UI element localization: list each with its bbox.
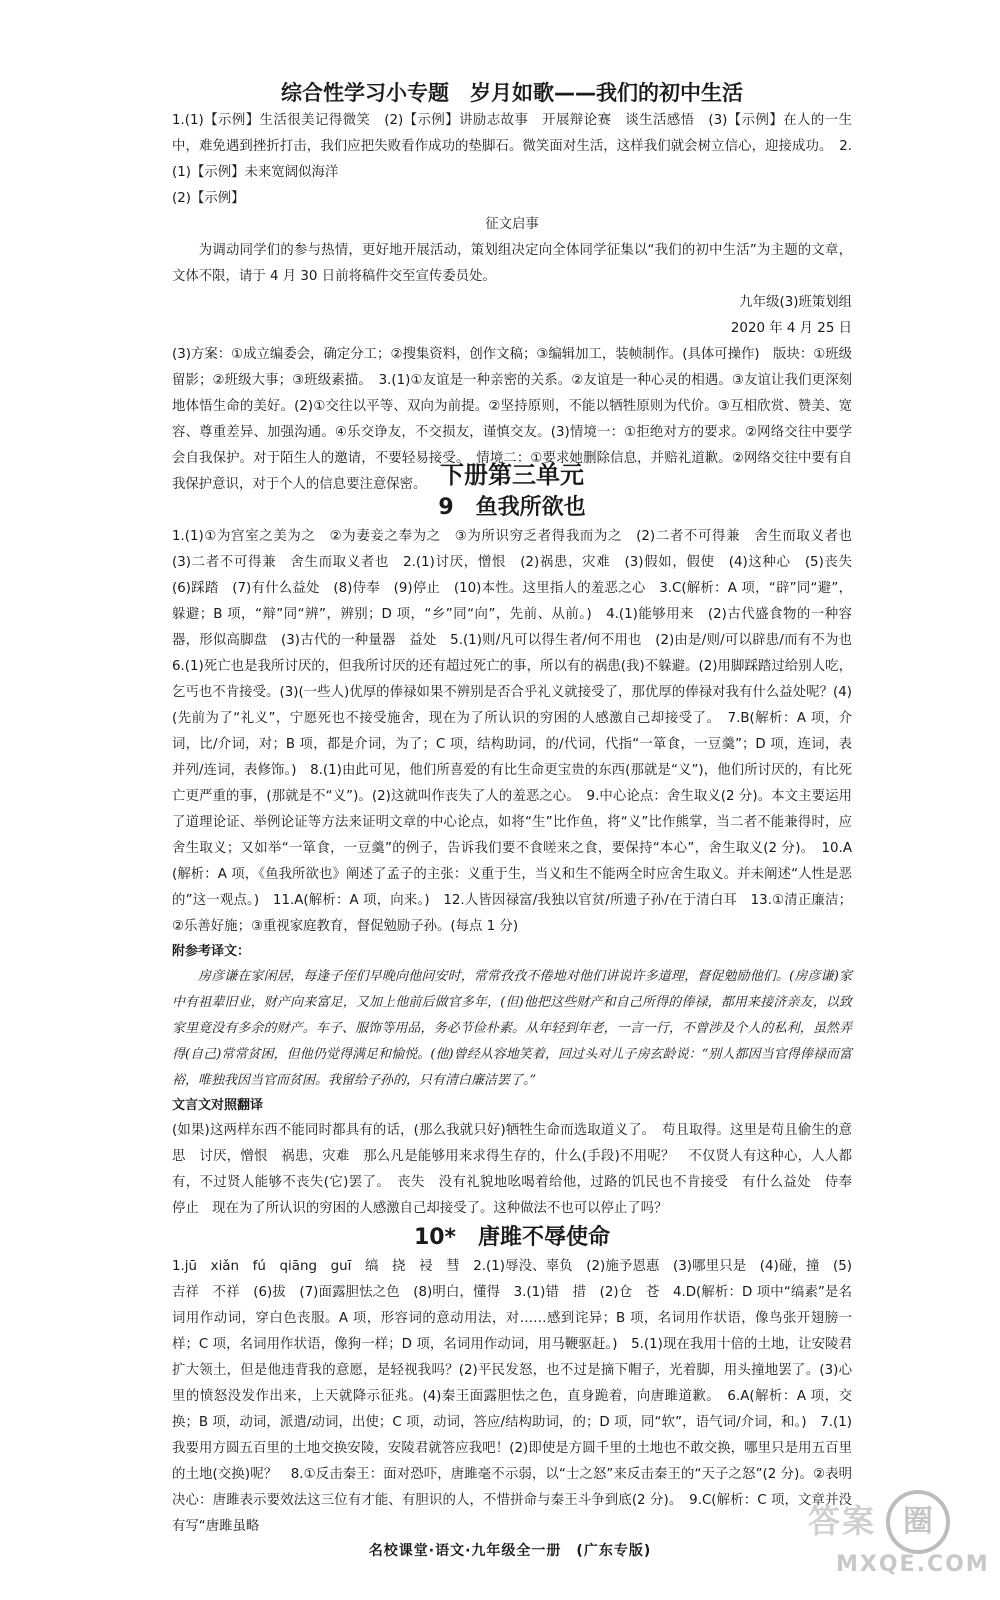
- notice-body: 为调动同学们的参与热情，更好地开展活动，策划组决定向全体同学征集以“我们的初中生活”为主题的文章，文体不限，请于 4 月 30 日前将稿件交至宣传委员处。: [172, 243, 852, 284]
- topic-section: [172, 78, 852, 498]
- classical-translation-heading: 文言文对照翻译: [172, 1098, 264, 1113]
- lesson10-answers: 1.jū xiǎn fú qiāng guī 缟 挠 祲 彗 2.(1)辱没、辜负 (2)施予恩惠 (3)哪里只是 (4)碰，撞 (5)吉祥 不祥 (6)拔 (7)面露胆怯之色 (8)明白，懂得 3.(1)错 措 (2)仓 苍 4.D(解析：D 项中“缟素”是名词用作动词，穿白色丧服。A 项，形容词的意动用法，对……感到诧异；B 项，名词用作状语，像鸟张开翅膀一样；C 项，名词用作状语，像狗一样；D 项，名词用作动词，用马鞭驱赶。) 5.(1)现在我用十倍的土地，让安陵君扩大领土，但是他违背我的意愿，是轻视我吗？(2)平民发怒，也不过是摘下帽子，光着脚，用头撞地罢了。(3)心里的愤怒没发作出来，上天就降示征兆。(4)秦王面露胆怯之色，直身跪着，向唐雎道歉。 6.A(解析：A 项，交换；B 项，动词，派遣/动词，出使；C 项，动词，答应/结构助词，的；D 项，同“软”，语气词/介词，和。) 7.(1)我要用方圆五百里的土地交换安陵，安陵君就答应我吧！(2)即使是方圆千里的土地也不敢交换，哪里只是用五百里的土地(交换)呢？ 8.①反击秦王：面对恐吓，唐雎毫不示弱，以“士之怒”来反击秦王的“天子之怒”(2 分)。②表明决心：唐雎表示要效法这三位有才能、有胆识的人，不惜拼命与秦王斗争到底(2 分)。 9.C(解析：C 项，文章并没有写“唐雎虽略: [172, 1259, 852, 1534]
- watermark-url: MXQE.COM: [836, 1552, 990, 1577]
- watermark-text: 答案: [808, 1502, 877, 1540]
- classical-translation-text: (如果)这两样东西不能同时都具有的话，(那么我就只好)牺牲生命而选取道义了。 苟且取得。这里是苟且偷生的意思 讨厌，憎恨 祸患，灾难 那么凡是能够用来求得生存的，什么(手段)不用呢？ 不仅贤人有这种心，人人都有，不过贤人能够不丧失(它)罢了。 丧失 没有礼貌地吆喝着给他，过路的饥民也不肯接受 有什么益处 侍奉 停止 现在为了所认识的穷困的人感激自己却接受了。这种做法不也可以停止了吗？: [172, 1123, 866, 1216]
- watermark-circle-icon: 圈: [886, 1490, 950, 1554]
- notice-title: 征文启事: [485, 217, 539, 232]
- notice-date: 2020 年 4 月 25 日: [730, 321, 852, 336]
- reference-translation-text: 房彦谦在家闲居，每逢子侄们早晚向他问安时，常常孜孜不倦地对他们讲说许多道理，督促勉励他们。(房彦谦)家中有祖辈旧业，财产向来富足，又加上他前后做官多年，(但)他把这些财产和自己所得的俸禄，都用来接济亲友，以致家里竟没有多余的财产。车子、服饰等用品，务必节俭朴素。从年轻到年老，一言一行，不曾涉及个人的私利，虽然弄得(自己)常常贫困，但他仍觉得满足和愉悦。(他)曾经从容地笑着，回过头对儿子房玄龄说：“别人都因当官得俸禄而富裕，唯独我因当官而贫困。我留给子孙的，只有清白廉洁罢了。”: [172, 969, 852, 1088]
- page-footer: 名校课堂·语文·九年级全一册 (广东专版): [368, 1543, 652, 1559]
- reference-translation-heading: 附参考译文：: [172, 944, 251, 959]
- lesson10-title: 10* 唐雎不辱使命: [413, 1225, 611, 1250]
- topic-title: 综合性学习小专题 岁月如歌——我们的初中生活: [281, 81, 743, 105]
- unit-title: 下册第三单元: [440, 461, 584, 489]
- lesson9-answers: 1.(1)①为宫室之美为之 ②为妻妾之奉为之 ③为所识穷乏者得我而为之 (2)二者不可得兼 舍生而取义者也 (3)二者不可得兼 舍生而取义者也 2.(1)讨厌，憎恨 (2)祸患，灾难 (3)假如，假使 (4)这种心 (5)丧失 (6)踩踏 (7)有什么益处 (8)侍奉 (9)停止 (10)本性。这里指人的羞恶之心 3.C(解析：A 项，“辟”同“避”，躲避；B 项，“辩”同“辨”，辨别；D 项，“乡”同“向”，先前、从前。) 4.(1)能够用来 (2)古代盛食物的一种容器，形似高脚盘 (3)古代的一种量器 益处 5.(1)则/凡可以得生者/何不用也 (2)由是/则/可以辟患/而有不为也 6.(1)死亡也是我所讨厌的，但我所讨厌的还有超过死亡的事，所以有的祸患(我)不躲避。(2)用脚踩踏过给别人吃，乞丐也不肯接受。(3)(一些人)优厚的俸禄如果不辨别是否合乎礼义就接受了，那优厚的俸禄对我有什么益处呢？(4)(先前为了“礼义”，宁愿死也不接受施舍，现在为了所认识的穷困的人感激自己却接受了。 7.B(解析：A 项，介词，比/介词，对；B 项，都是介词，为了；C 项，结构助词，的/代词，代指“一箪食，一豆羹”；D 项，连词，表并列/连词，表修饰。) 8.(1)由此可见，他们所喜爱的有比生命更宝贵的东西(那就是“义”)，他们所讨厌的，有比死亡更严重的事，(那就是不“义”)。(2)这就叫作丧失了人的羞恶之心。 9.中心论点：舍生取义(2 分)。本文主要运用了道理论证、举例论证等方法来证明文章的中心论点，如将“生”比作鱼，将“义”比作熊掌，当二者不能兼得时，应舍生取义；又如举“一箪食，一豆羹”的例子，告诉我们要不食嗟来之食，要保持“本心”，舍生取义(2 分)。 10.A(解析：A 项，《鱼我所欲也》阐述了孟子的主张：义重于生，当义和生不能两全时应舍生取义。并未阐述“人性是恶的”这一观点。) 11.A(解析：A 项，向来。) 12.人皆因禄富/我独以官贫/所遗子孙/在于清白耳 13.①清正廉洁；②乐善好施；③重视家庭教育，督促勉励子孙。(每点 1 分): [172, 529, 866, 934]
- topic-answers-2: (2)【示例】: [172, 191, 245, 206]
- watermark-logo: [808, 1490, 990, 1580]
- lesson9-title: 9 鱼我所欲也: [438, 495, 586, 520]
- unit-section: [172, 458, 866, 1540]
- topic-answers-1: 1.(1)【示例】生活很美记得微笑 (2)【示例】讲励志故事 开展辩论赛 谈生活感悟 (3)【示例】在人的一生中，难免遇到挫折打击，我们应把失败看作成功的垫脚石。微笑面对生活，这样我们就会树立信心，迎接成功。 2.(1)【示例】未来宽阔似海洋: [172, 113, 852, 180]
- topic-answers-3: (3)方案：①成立编委会，确定分工；②搜集资料，创作文稿；③编辑加工，装帧制作。(具体可操作) 版块：①班级留影；②班级大事；③班级素描。 3.(1)①友谊是一种亲密的关系。②友谊是一种心灵的相遇。③友谊让我们更深刻地体悟生命的美好。(2)①交往以平等、双向为前提。②坚持原则，不能以牺牲原则为代价。③互相欣赏、赞美、宽容、尊重差异、加强沟通。④乐交诤友，不交损友，谨慎交友。(3)情境一：①拒绝对方的要求。②网络交往中要学会自我保护。对于陌生人的邀请，不要轻易接受。 情境二：①要求她删除信息，并赔礼道歉。②网络交往中要有自我保护意识，对于个人的信息要注意保密。: [172, 347, 853, 492]
- notice-signature: 九年级(3)班策划组: [739, 295, 852, 310]
